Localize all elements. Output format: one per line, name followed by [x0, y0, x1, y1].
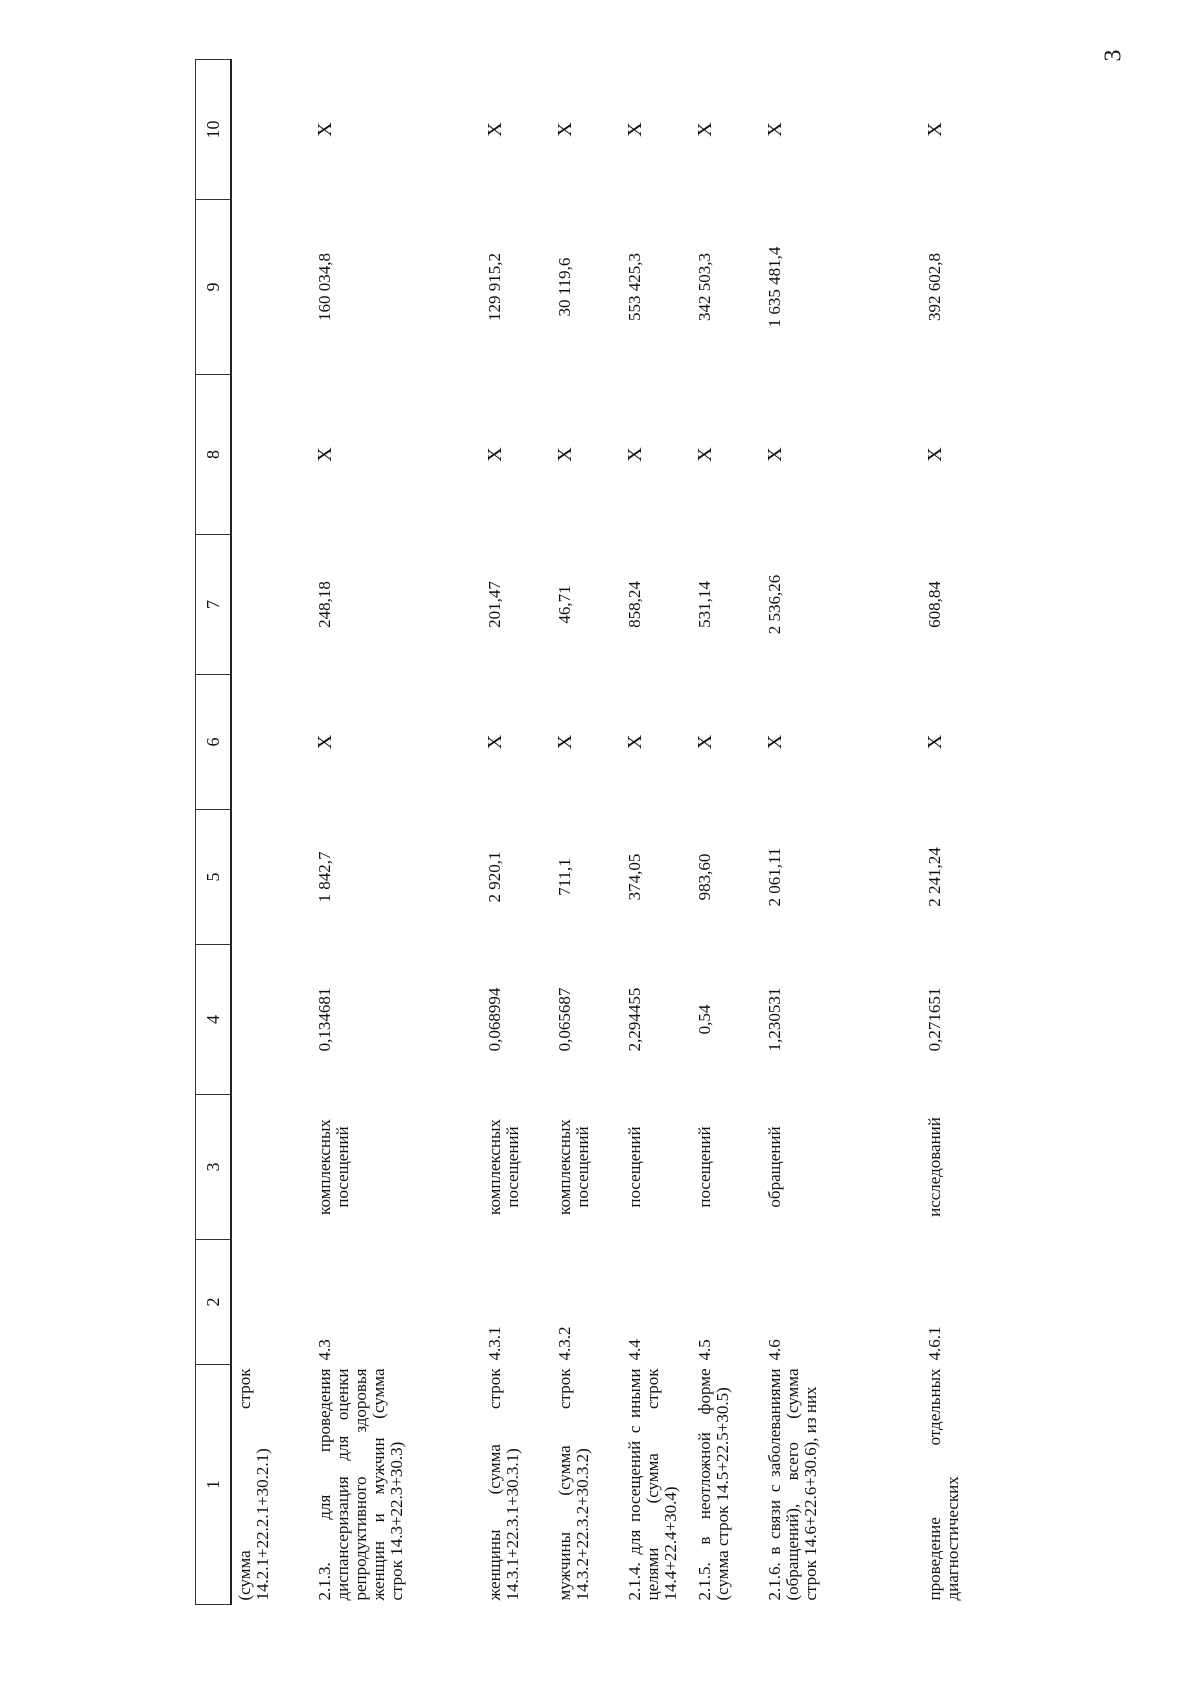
cell-col-5: 2 061,11: [765, 847, 784, 907]
data-table: [195, 59, 992, 1605]
cell-col-5: 2 920,1: [485, 851, 504, 903]
header-col-6: 6: [196, 675, 232, 810]
rotated-table-container: [195, 60, 1020, 1605]
cell-col-8: Х: [764, 447, 786, 462]
row-label: 2.1.5. в неотложной форме (сумма строк 14.5+22.5+30.5): [695, 1368, 732, 1601]
row-unit: комплексных посещений: [315, 1119, 352, 1215]
header-col-8: 8: [196, 375, 232, 535]
cell-col-7: [231, 535, 312, 675]
cell-col-5: 711,1: [555, 858, 574, 896]
header-col-10: 10: [196, 60, 232, 200]
cell-col-8: Х: [694, 447, 716, 462]
cell-col-9: 1 635 481,4: [765, 246, 784, 328]
cell-col-4: 0,54: [695, 1004, 714, 1035]
cell-col-8: Х: [314, 447, 336, 462]
cell-col-7: 531,14: [695, 581, 714, 628]
row-code: 4.3.1: [485, 1326, 504, 1361]
cell-col-4: 2,294455: [625, 987, 644, 1052]
cell-col-10: [231, 60, 312, 200]
cell-col-5: 2 241,24: [925, 847, 944, 907]
cell-col-7: 201,47: [485, 581, 504, 628]
cell-col-6: Х: [484, 734, 506, 750]
cell-col-10: Х: [624, 122, 646, 137]
table-row: [482, 60, 552, 1605]
row-label: 2.1.3. для проведения диспансеризация для оценки репродуктивного здоровья женщин и мужчин (сумма строк 14.3+22.3+30.3): [315, 1368, 406, 1601]
header-col-3: 3: [196, 1095, 232, 1240]
row-unit: посещений: [695, 1126, 714, 1208]
cell-col-4: 0,068994: [485, 987, 504, 1052]
header-col-9: 9: [196, 200, 232, 375]
cell-col-7: 2 536,26: [765, 574, 784, 635]
cell-col-5: 983,60: [695, 853, 714, 901]
table-row: [922, 60, 992, 1605]
cell-col-4: 0,271651: [925, 987, 944, 1052]
cell-col-7: 46,71: [555, 585, 574, 624]
cell-col-4: 0,134681: [315, 987, 334, 1052]
row-code: 4.6.1: [925, 1326, 944, 1361]
table-row: [231, 60, 312, 1605]
cell-col-6: Х: [924, 734, 946, 750]
cell-col-8: Х: [924, 447, 946, 462]
header-col-1: 1: [196, 1365, 232, 1605]
header-col-7: 7: [196, 535, 232, 675]
header-col-5: 5: [196, 810, 232, 945]
cell-col-10: Х: [484, 122, 506, 137]
row-code: 4.6: [765, 1339, 784, 1361]
cell-col-6: Х: [624, 734, 646, 750]
row-code: 4.5: [695, 1339, 714, 1361]
cell-col-8: Х: [624, 447, 646, 462]
cell-col-6: Х: [314, 734, 336, 750]
row-unit: комплексных посещений: [555, 1119, 592, 1215]
cell-col-6: Х: [554, 734, 576, 750]
cell-col-10: Х: [694, 122, 716, 137]
cell-col-8: Х: [554, 447, 576, 462]
table-row: [692, 60, 762, 1605]
cell-col-8: Х: [484, 447, 506, 462]
cell-col-10: Х: [764, 122, 786, 137]
row-code: 4.3.2: [555, 1326, 574, 1361]
header-row: [196, 60, 232, 1605]
cell-col-6: Х: [764, 734, 786, 750]
row-code: [231, 1240, 312, 1365]
row-unit: посещений: [625, 1126, 644, 1208]
row-code: 4.4: [625, 1339, 644, 1361]
cell-col-9: 392 602,8: [925, 253, 944, 321]
table-row: [622, 60, 692, 1605]
cell-col-5: 1 842,7: [315, 851, 334, 903]
cell-col-9: 129 915,2: [485, 253, 504, 321]
cell-col-7: 608,84: [925, 581, 944, 628]
cell-col-6: [231, 675, 312, 810]
row-unit: обращений: [765, 1126, 784, 1208]
cell-col-4: 0,065687: [555, 987, 574, 1052]
row-label: женщины (сумма строк 14.3.1+22.3.1+30.3.1): [485, 1368, 522, 1601]
cell-col-9: 30 119,6: [555, 257, 574, 317]
table-row: [552, 60, 622, 1605]
cell-col-4: [231, 945, 312, 1095]
row-unit: исследований: [925, 1117, 944, 1217]
cell-col-5: 374,05: [625, 853, 644, 901]
table-row: [762, 60, 922, 1605]
row-label: 2.1.6. в связи с заболеваниями (обращений), всего (сумма строк 14.6+22.6+30.6), из них: [765, 1368, 820, 1601]
cell-col-9: [231, 200, 312, 375]
row-label: проведение отдельных диагностических: [925, 1368, 962, 1601]
table-row: [312, 60, 482, 1605]
cell-col-7: 248,18: [315, 581, 334, 628]
cell-col-10: Х: [924, 122, 946, 137]
row-unit: [231, 1095, 312, 1240]
header-col-4: 4: [196, 945, 232, 1095]
header-col-2: 2: [196, 1240, 232, 1365]
cell-col-10: Х: [314, 122, 336, 137]
cell-col-8: [231, 375, 312, 535]
row-unit: комплексных посещений: [485, 1119, 522, 1215]
cell-col-10: Х: [554, 122, 576, 137]
cell-col-5: [231, 810, 312, 945]
cell-col-9: 553 425,3: [625, 253, 644, 321]
cell-col-9: 342 503,3: [695, 253, 714, 321]
cell-col-9: 160 034,8: [315, 253, 334, 321]
row-label: 2.1.4. для посещений с иными целями (сумма строк 14.4+22.4+30.4): [625, 1368, 680, 1601]
row-code: 4.3: [315, 1339, 334, 1361]
cell-col-7: 858,24: [625, 581, 644, 628]
cell-col-4: 1,230531: [765, 987, 784, 1052]
cell-col-6: Х: [694, 734, 716, 750]
row-label: мужчины (сумма строк 14.3.2+22.3.2+30.3.2): [555, 1368, 592, 1601]
page-number: 3: [1100, 49, 1127, 62]
row-label: (сумма строк 14.2.1+22.2.1+30.2.1): [235, 1368, 272, 1601]
